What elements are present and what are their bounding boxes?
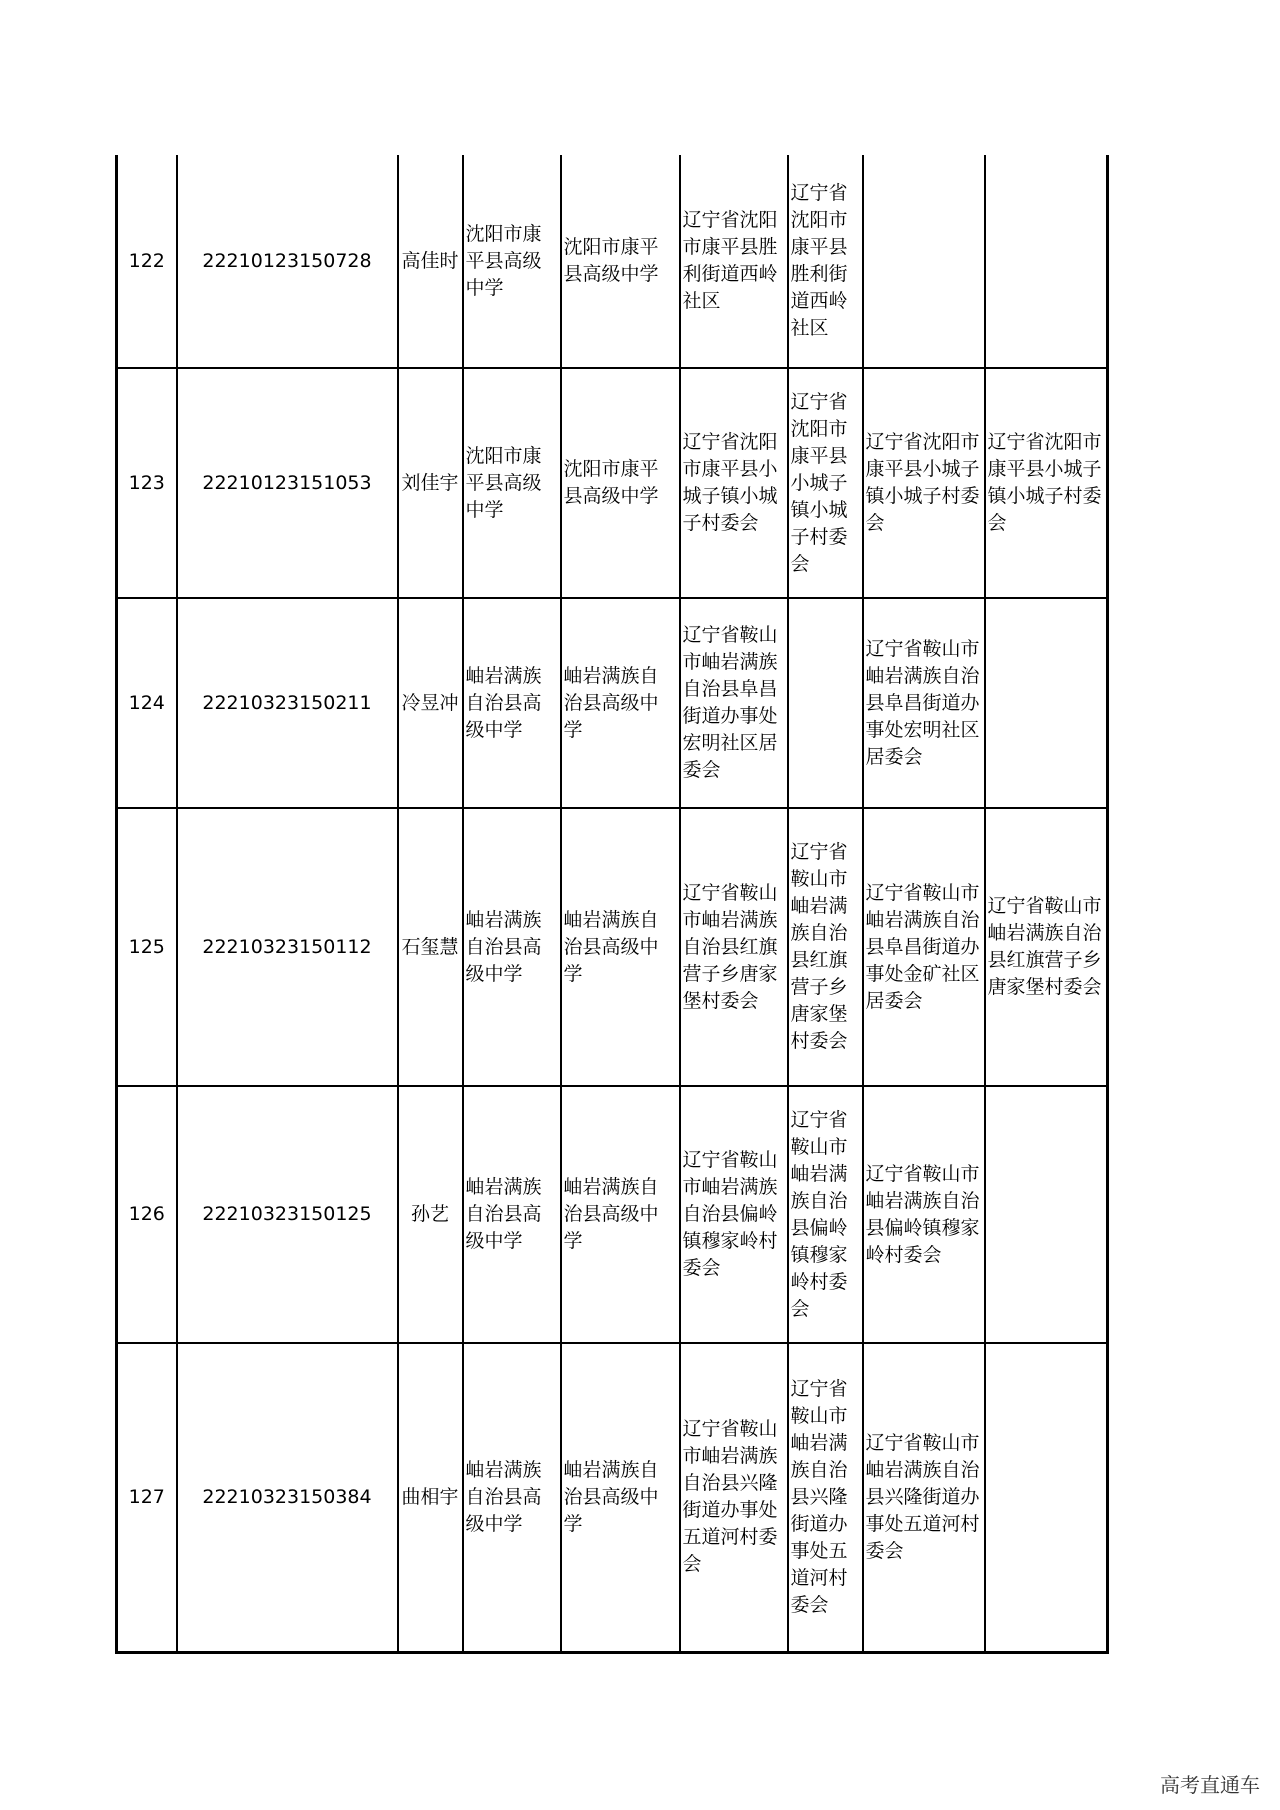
table-row — [117, 598, 1108, 808]
graduation-school: 岫岩满族自治县高级中学 — [561, 1086, 680, 1343]
student-name: 高佳时 — [398, 155, 463, 368]
candidate-id: 22210323150211 — [177, 598, 398, 808]
graduation-school: 岫岩满族自治县高级中学 — [561, 808, 680, 1086]
table-row — [117, 1343, 1108, 1652]
school: 沈阳市康平县高级中学 — [463, 368, 561, 598]
address-2: 辽宁省鞍山市岫岩满族自治县偏岭镇穆家岭村委会 — [788, 1086, 863, 1343]
row-number: 126 — [117, 1086, 177, 1343]
student-roster-table — [115, 155, 1109, 1654]
row-number: 127 — [117, 1343, 177, 1652]
address-1: 辽宁省沈阳市康平县小城子镇小城子村委会 — [680, 368, 788, 598]
address-4: 辽宁省鞍山市岫岩满族自治县红旗营子乡唐家堡村委会 — [985, 808, 1108, 1086]
address-3: 辽宁省鞍山市岫岩满族自治县阜昌街道办事处金矿社区居委会 — [863, 808, 985, 1086]
address-2 — [788, 598, 863, 808]
candidate-id: 22210323150384 — [177, 1343, 398, 1652]
watermark: 高考直通车 — [1160, 1773, 1260, 1797]
candidate-id: 22210323150125 — [177, 1086, 398, 1343]
graduation-school: 岫岩满族自治县高级中学 — [561, 1343, 680, 1652]
address-3: 辽宁省鞍山市岫岩满族自治县兴隆街道办事处五道河村委会 — [863, 1343, 985, 1652]
address-1: 辽宁省鞍山市岫岩满族自治县红旗营子乡唐家堡村委会 — [680, 808, 788, 1086]
student-name: 石玺慧 — [398, 808, 463, 1086]
candidate-id: 22210123151053 — [177, 368, 398, 598]
address-1: 辽宁省沈阳市康平县胜利街道西岭社区 — [680, 155, 788, 368]
table-row — [117, 1086, 1108, 1343]
graduation-school: 岫岩满族自治县高级中学 — [561, 598, 680, 808]
address-3: 辽宁省鞍山市岫岩满族自治县偏岭镇穆家岭村委会 — [863, 1086, 985, 1343]
row-number: 125 — [117, 808, 177, 1086]
school: 岫岩满族自治县高级中学 — [463, 808, 561, 1086]
address-3: 辽宁省沈阳市康平县小城子镇小城子村委会 — [863, 368, 985, 598]
row-number: 123 — [117, 368, 177, 598]
school: 沈阳市康平县高级中学 — [463, 155, 561, 368]
address-3: 辽宁省鞍山市岫岩满族自治县阜昌街道办事处宏明社区居委会 — [863, 598, 985, 808]
table-row — [117, 368, 1108, 598]
address-2: 辽宁省沈阳市康平县胜利街道西岭社区 — [788, 155, 863, 368]
address-4 — [985, 155, 1108, 368]
table-row — [117, 808, 1108, 1086]
roster-body — [117, 155, 1108, 1652]
address-1: 辽宁省鞍山市岫岩满族自治县兴隆街道办事处五道河村委会 — [680, 1343, 788, 1652]
address-2: 辽宁省沈阳市康平县小城子镇小城子村委会 — [788, 368, 863, 598]
student-name: 冷昱冲 — [398, 598, 463, 808]
row-number: 122 — [117, 155, 177, 368]
address-4: 辽宁省沈阳市康平县小城子镇小城子村委会 — [985, 368, 1108, 598]
address-4 — [985, 1343, 1108, 1652]
candidate-id: 22210123150728 — [177, 155, 398, 368]
row-number: 124 — [117, 598, 177, 808]
student-name: 孙艺 — [398, 1086, 463, 1343]
candidate-id: 22210323150112 — [177, 808, 398, 1086]
school: 岫岩满族自治县高级中学 — [463, 1343, 561, 1652]
address-4 — [985, 598, 1108, 808]
school: 岫岩满族自治县高级中学 — [463, 1086, 561, 1343]
table-row — [117, 155, 1108, 368]
student-name: 曲相宇 — [398, 1343, 463, 1652]
student-name: 刘佳宇 — [398, 368, 463, 598]
address-3 — [863, 155, 985, 368]
graduation-school: 沈阳市康平县高级中学 — [561, 155, 680, 368]
address-2: 辽宁省鞍山市岫岩满族自治县兴隆街道办事处五道河村委会 — [788, 1343, 863, 1652]
address-2: 辽宁省鞍山市岫岩满族自治县红旗营子乡唐家堡村委会 — [788, 808, 863, 1086]
graduation-school: 沈阳市康平县高级中学 — [561, 368, 680, 598]
school: 岫岩满族自治县高级中学 — [463, 598, 561, 808]
address-4 — [985, 1086, 1108, 1343]
address-1: 辽宁省鞍山市岫岩满族自治县阜昌街道办事处宏明社区居委会 — [680, 598, 788, 808]
address-1: 辽宁省鞍山市岫岩满族自治县偏岭镇穆家岭村委会 — [680, 1086, 788, 1343]
